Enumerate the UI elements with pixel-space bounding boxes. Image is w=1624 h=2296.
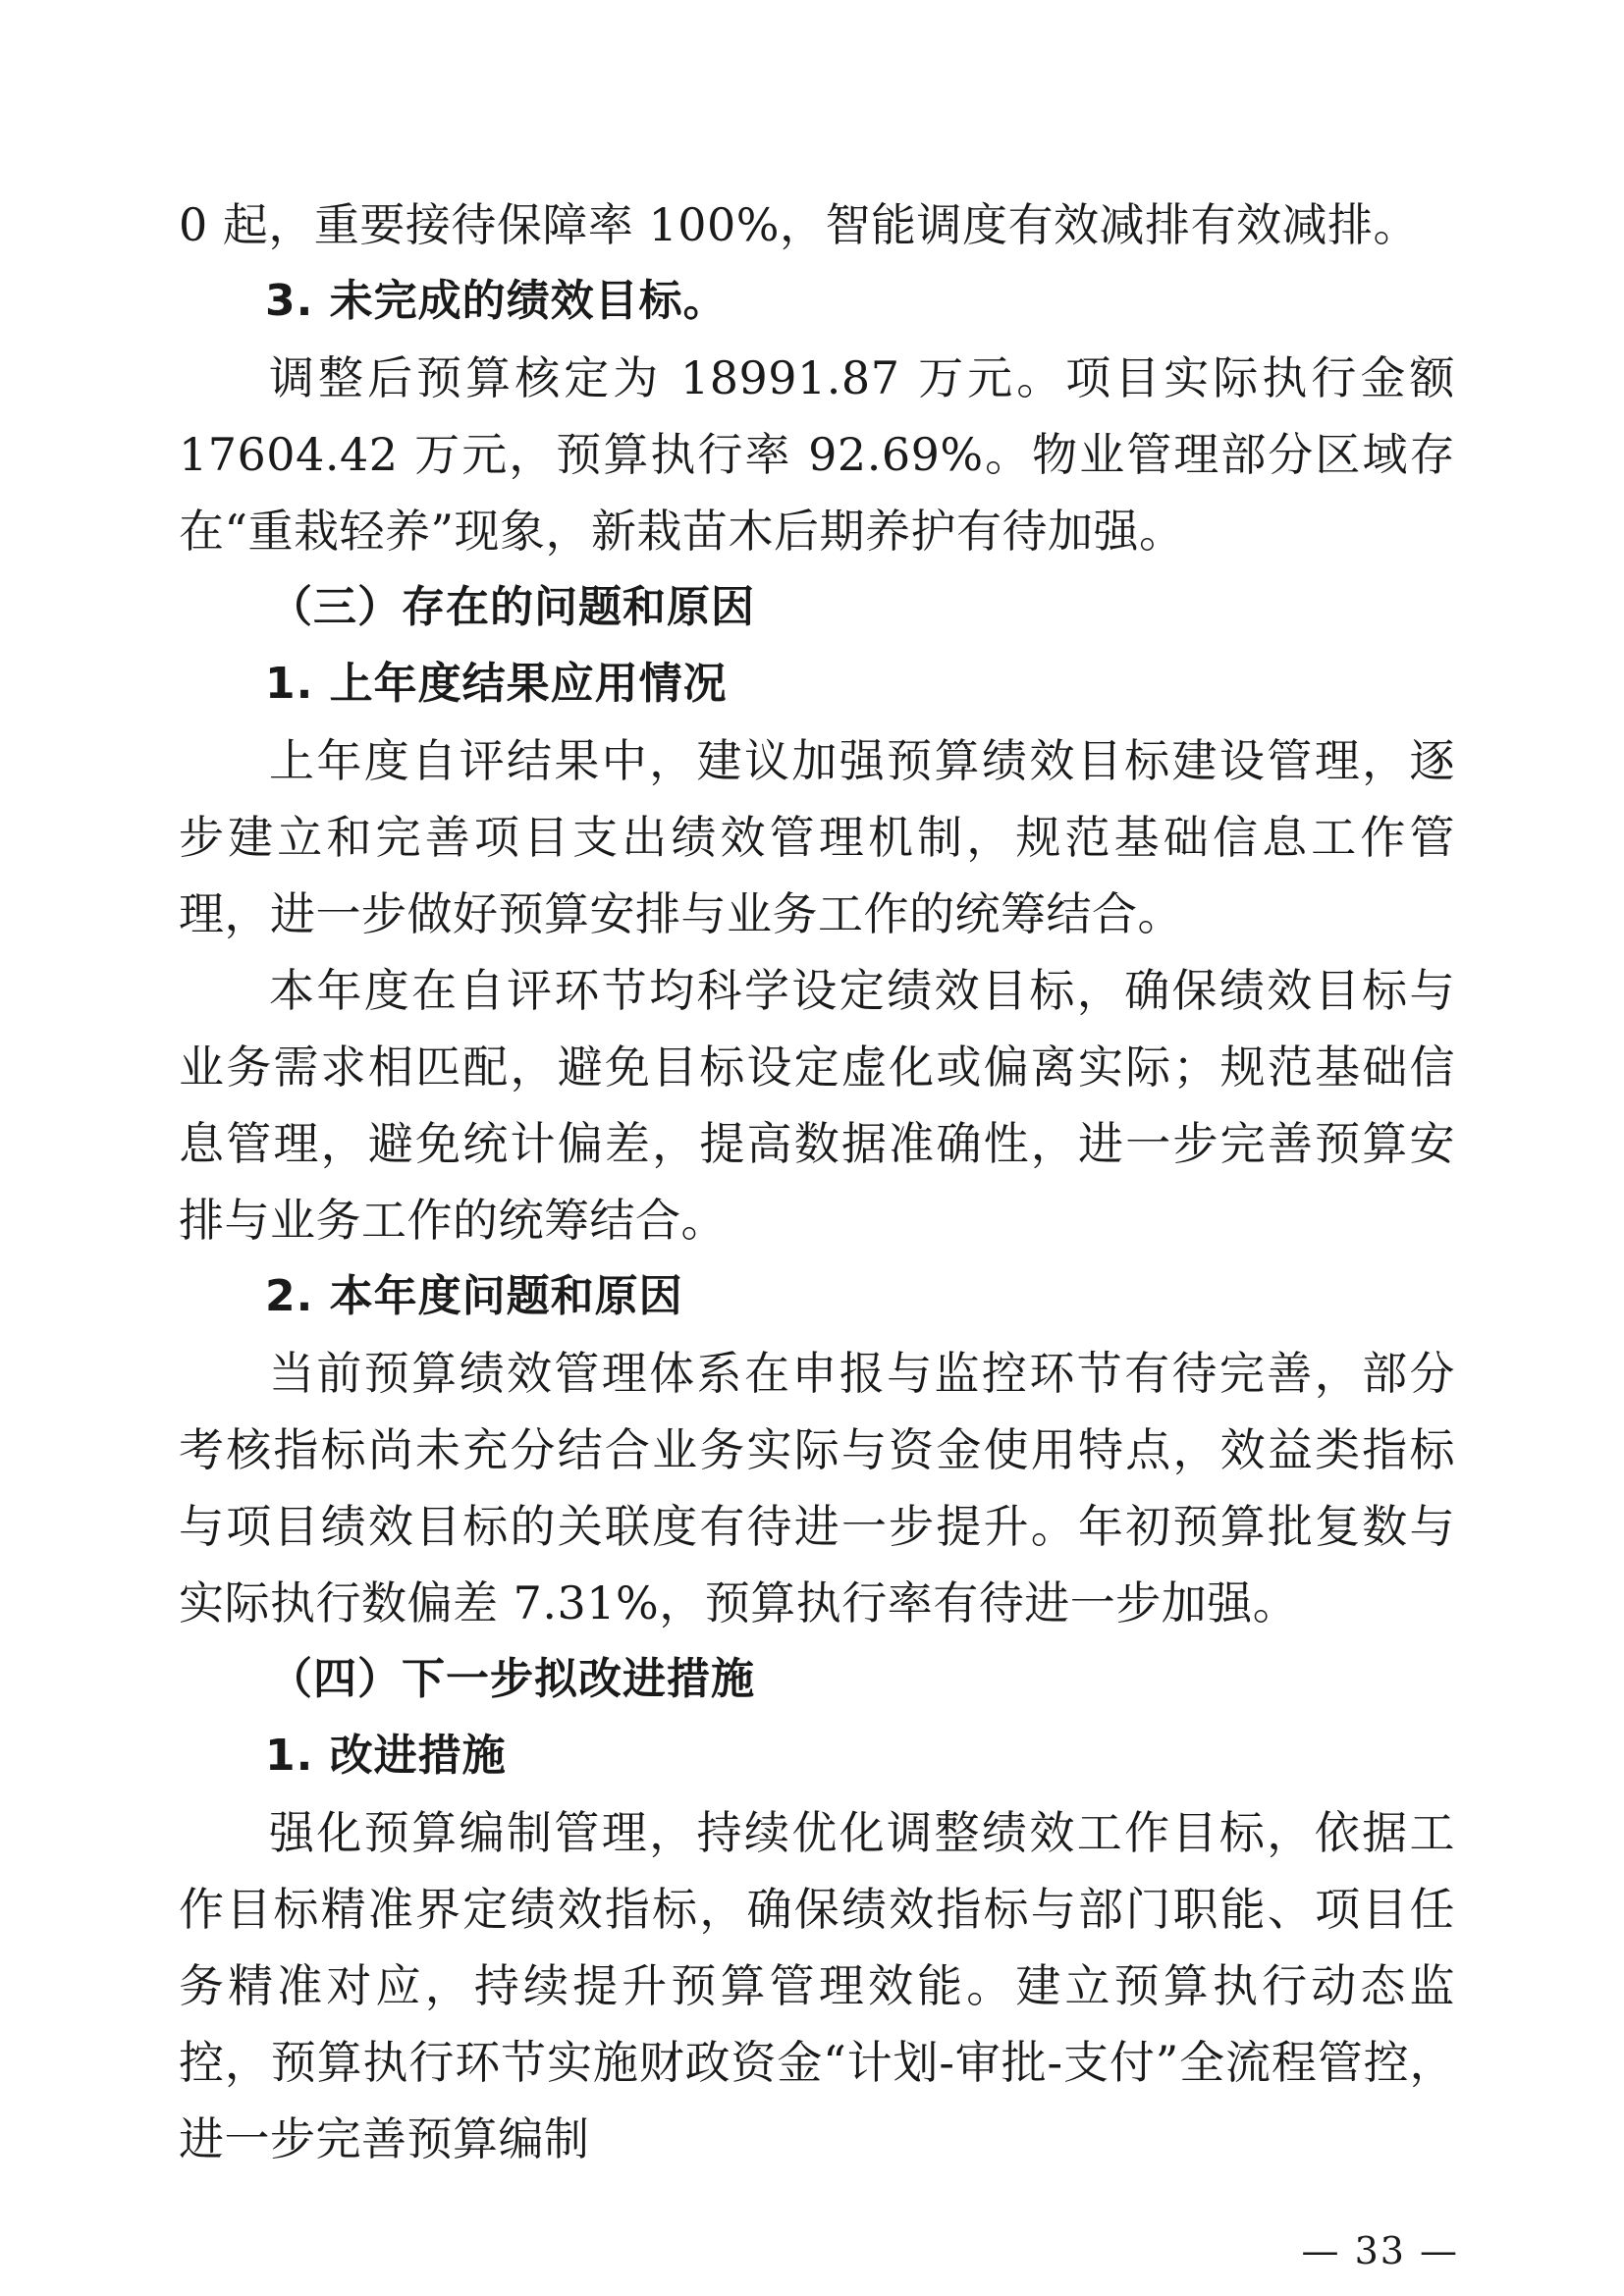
paragraph-current-year-actions: 本年度在自评环节均科学设定绩效目标，确保绩效目标与业务需求相匹配，避免目标设定虚化或偏离实际；规范基础信息管理，避免统计偏差，提高数据准确性，进一步完善预算安排与业务工作的统筹结合。: [179, 964, 1455, 1247]
heading-unfinished-goals: 3. 未完成的绩效目标。: [265, 276, 728, 326]
paragraph-continuation: 0 起，重要接待保障率 100%，智能调度有效减排有效减排。: [179, 198, 1420, 251]
document-body: [179, 187, 1455, 2177]
section-heading-improvements: （四）下一步拟改进措施: [269, 1654, 755, 1704]
paragraph-previous-year-suggestions: 上年度自评结果中，建议加强预算绩效目标建设管理，逐步建立和完善项目支出绩效管理机制，规范基础信息工作管理，进一步做好预算安排与业务工作的统筹结合。: [179, 734, 1455, 940]
paragraph-current-year-problems: 当前预算绩效管理体系在申报与监控环节有待完善，部分考核指标尚未充分结合业务实际与资金使用特点，效益类指标与项目绩效目标的关联度有待进一步提升。年初预算批复数与实际执行数偏差 7.31%，预算执行率有待进一步加强。: [179, 1347, 1455, 1629]
paragraph-improvement-measures: 强化预算编制管理，持续优化调整绩效工作目标，依据工作目标精准界定绩效指标，确保绩效指标与部门职能、项目任务精准对应，持续提升预算管理效能。建立预算执行动态监控，预算执行环节实施财政资金“计划-审批-支付”全流程管控，进一步完善预算编制: [179, 1806, 1455, 2165]
heading-improvement-measures: 1. 改进措施: [265, 1731, 507, 1781]
page-number: — 33 —: [1301, 2229, 1459, 2272]
heading-current-year-problems: 2. 本年度问题和原因: [265, 1271, 683, 1321]
section-heading-problems: （三）存在的问题和原因: [269, 582, 755, 632]
heading-previous-year-results: 1. 上年度结果应用情况: [265, 659, 728, 709]
paragraph-budget-execution: 调整后预算核定为 18991.87 万元。项目实际执行金额 17604.42 万元，预算执行率 92.69%。物业管理部分区域存在“重栽轻养”现象，新栽苗木后期养护有待加强。: [179, 351, 1455, 558]
